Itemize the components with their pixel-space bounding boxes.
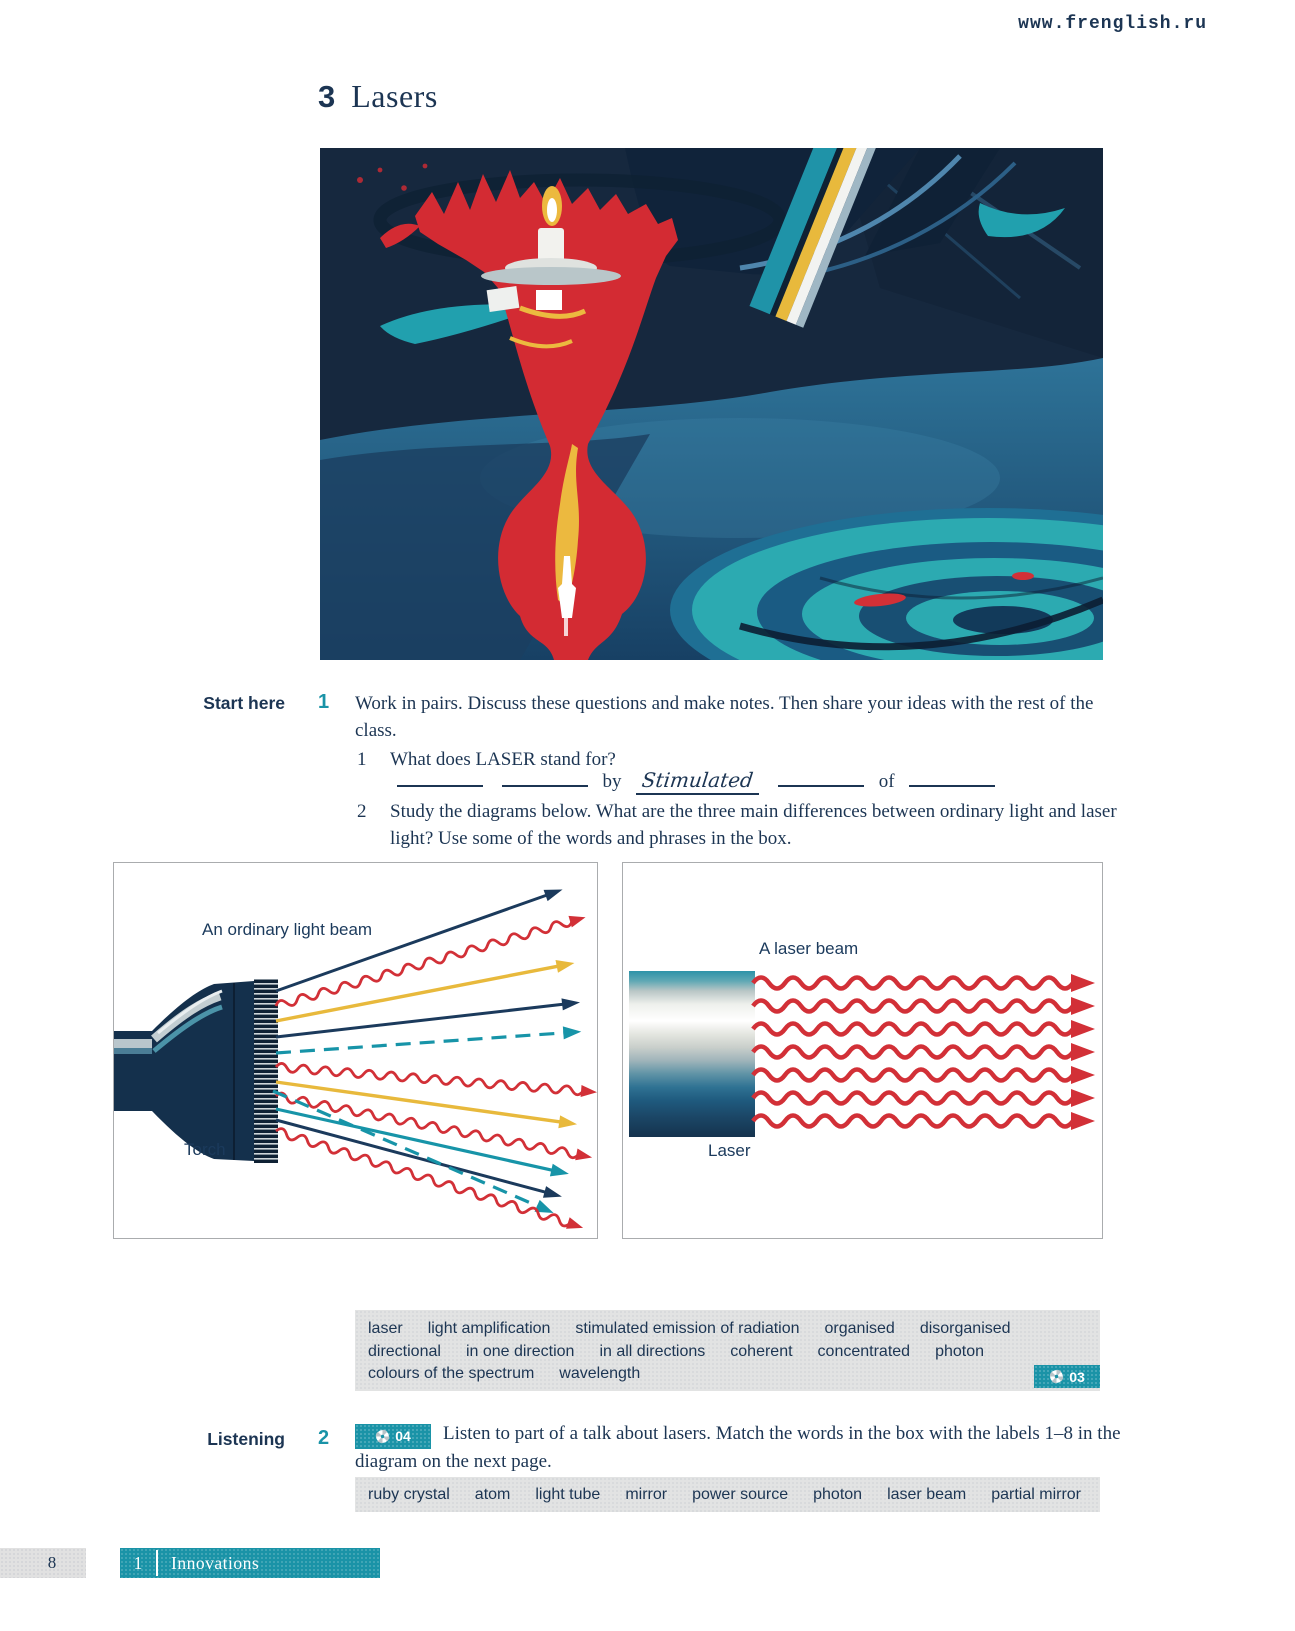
word-item: laser — [368, 1320, 403, 1337]
exercise2-instructions — [355, 1421, 1150, 1476]
start-here-label: Start here — [203, 693, 285, 713]
listening-label: Listening — [207, 1429, 285, 1449]
word-item: wavelength — [559, 1365, 641, 1382]
page-number: 8 — [47, 1553, 57, 1572]
joiner-by: by — [602, 771, 622, 792]
answer-blank[interactable] — [397, 768, 483, 787]
word-item: photon — [935, 1342, 984, 1360]
exercise2-text: Listen to part of a talk about lasers. Match the words in the box with the labels 1–8 in the diagram on the next page. — [355, 1423, 1121, 1472]
word-item: partial mirror — [991, 1486, 1082, 1503]
vocabulary-line — [368, 1341, 1087, 1364]
unit-title-text: Lasers — [351, 78, 438, 114]
question-2-number: 2 — [357, 801, 367, 822]
vocabulary-line — [368, 1363, 1087, 1386]
vocabulary-box-2 — [355, 1477, 1100, 1512]
answer-blank[interactable] — [502, 768, 588, 787]
footer-unit-number: 1 — [133, 1552, 143, 1573]
ordinary-light-diagram — [113, 862, 598, 1239]
word-item: ruby crystal — [368, 1486, 450, 1503]
answer-blank-filled[interactable] — [636, 768, 759, 795]
word-item: disorganised — [919, 1320, 1011, 1337]
ordinary-beam-caption: An ordinary light beam — [202, 920, 373, 939]
word-item: colours of the spectrum — [368, 1365, 535, 1382]
laser-beam-rays — [753, 974, 1095, 1130]
laser-acronym-blanks — [390, 768, 1002, 798]
word-item: light tube — [535, 1486, 601, 1503]
laser-device — [629, 971, 755, 1137]
page-number-tab — [0, 1548, 86, 1578]
word-item: in all directions — [599, 1342, 706, 1360]
word-item: concentrated — [817, 1342, 911, 1360]
exercise1-number: 1 — [318, 691, 330, 713]
torch — [114, 979, 278, 1163]
vocabulary-line — [368, 1318, 1087, 1341]
answer-blank[interactable] — [909, 768, 995, 787]
laser-photo-art — [320, 148, 1103, 660]
torch-label: Torch — [184, 1140, 226, 1159]
laser-beam-caption: A laser beam — [759, 939, 859, 958]
joiner-of: of — [878, 771, 895, 792]
unit-number: 3 — [318, 79, 336, 114]
vocabulary-box-1 — [355, 1310, 1100, 1391]
word-item: power source — [692, 1486, 789, 1503]
vocabulary-line — [368, 1484, 1087, 1507]
word-item: organised — [824, 1320, 895, 1337]
laser-photo — [320, 148, 1103, 660]
site-watermark: www.frenglish.ru — [1018, 14, 1207, 34]
audio-disc-icon — [375, 1429, 390, 1444]
audio-track-badge[interactable] — [1034, 1365, 1100, 1388]
unit-title — [318, 78, 438, 115]
handwritten-answer: Stimulated — [640, 768, 755, 792]
answer-blank[interactable] — [778, 768, 864, 787]
word-item: mirror — [625, 1486, 668, 1503]
word-item: stimulated emission of radiation — [575, 1320, 800, 1337]
question-2 — [357, 799, 1132, 852]
laser-beam-diagram — [622, 862, 1103, 1239]
word-item: coherent — [730, 1342, 793, 1360]
word-item: laser beam — [887, 1486, 967, 1503]
laser-illustration — [623, 863, 1102, 1238]
footer-divider — [156, 1550, 158, 1576]
word-item: photon — [813, 1486, 863, 1503]
exercise1-intro: Work in pairs. Discuss these questions and make notes. Then share your ideas with the rest of the class. — [355, 693, 1094, 741]
word-item: directional — [368, 1342, 441, 1360]
word-item: atom — [474, 1486, 511, 1503]
question-1-text: What does LASER stand for? — [390, 749, 616, 770]
question-1-number: 1 — [357, 749, 367, 770]
word-item: in one direction — [465, 1342, 575, 1360]
unit-footer-tab — [120, 1548, 380, 1578]
audio-track-number: 03 — [1069, 1368, 1085, 1385]
word-item: light amplification — [427, 1320, 551, 1337]
exercise2-number: 2 — [318, 1427, 330, 1449]
audio-disc-icon — [1049, 1369, 1064, 1384]
audio-track-badge[interactable] — [355, 1424, 431, 1449]
audio-track-number: 04 — [395, 1428, 411, 1445]
question-2-text: Study the diagrams below. What are the three main differences between ordinary light and laser light? Use some of the words and phrases in the box. — [390, 801, 1117, 849]
laser-label: Laser — [708, 1141, 751, 1160]
footer-unit-title: Innovations — [171, 1552, 260, 1573]
